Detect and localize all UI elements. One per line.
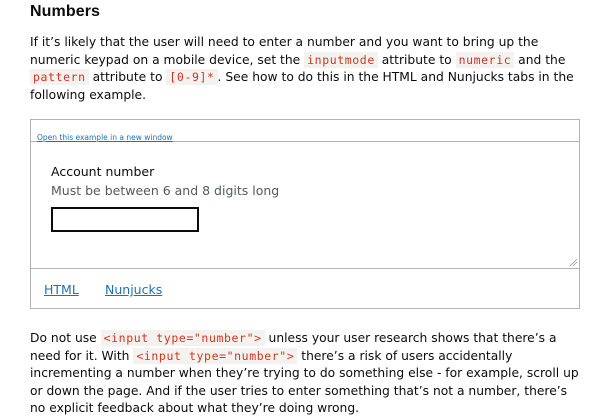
intro-text: If it’s likely that the user will need to enter a number and you want to bring up the numeric keypad on a mobile device, set the — [30, 35, 539, 67]
tab-html[interactable]: HTML — [44, 282, 79, 297]
open-example-link[interactable]: Open this example in a new window — [37, 133, 173, 142]
resize-handle-icon[interactable] — [570, 259, 577, 266]
guidance-text: Do not use — [30, 331, 101, 345]
code-numeric: numeric — [456, 52, 515, 68]
guidance-text: unless your user research shows that there’s a need for it. With — [30, 331, 557, 363]
code-input-number: <input type="number"> — [101, 330, 265, 346]
section-heading: Numbers — [30, 3, 101, 20]
intro-text: attribute to — [88, 70, 167, 85]
account-number-label: Account number — [51, 164, 155, 179]
code-pattern: pattern — [30, 69, 89, 85]
code-tabs — [31, 269, 579, 309]
intro-text: attribute to — [377, 52, 456, 67]
example-frame — [31, 142, 579, 269]
tab-nunjucks[interactable]: Nunjucks — [105, 282, 163, 297]
guidance-paragraph — [30, 330, 582, 418]
guidance-text: there’s a risk of users accidentally incrementing a number when they’re trying to do something else - for example, scroll up or down the page. And if the user tries to enter something that’s not a number, there’s no explicit feedback about what they’re doing wrong. — [30, 348, 579, 416]
intro-text: and the — [514, 52, 566, 67]
code-input-number: <input type="number"> — [133, 348, 297, 364]
intro-paragraph — [30, 34, 582, 104]
account-number-hint: Must be between 6 and 8 digits long — [51, 183, 280, 198]
example-box — [30, 119, 580, 309]
code-pattern-value: [0-9]* — [166, 69, 217, 85]
example-header — [31, 120, 579, 142]
intro-text: . See how to do this in the HTML and Nunjucks tabs in the following example. — [30, 70, 574, 102]
code-inputmode: inputmode — [304, 52, 378, 68]
account-number-input[interactable] — [51, 207, 199, 232]
